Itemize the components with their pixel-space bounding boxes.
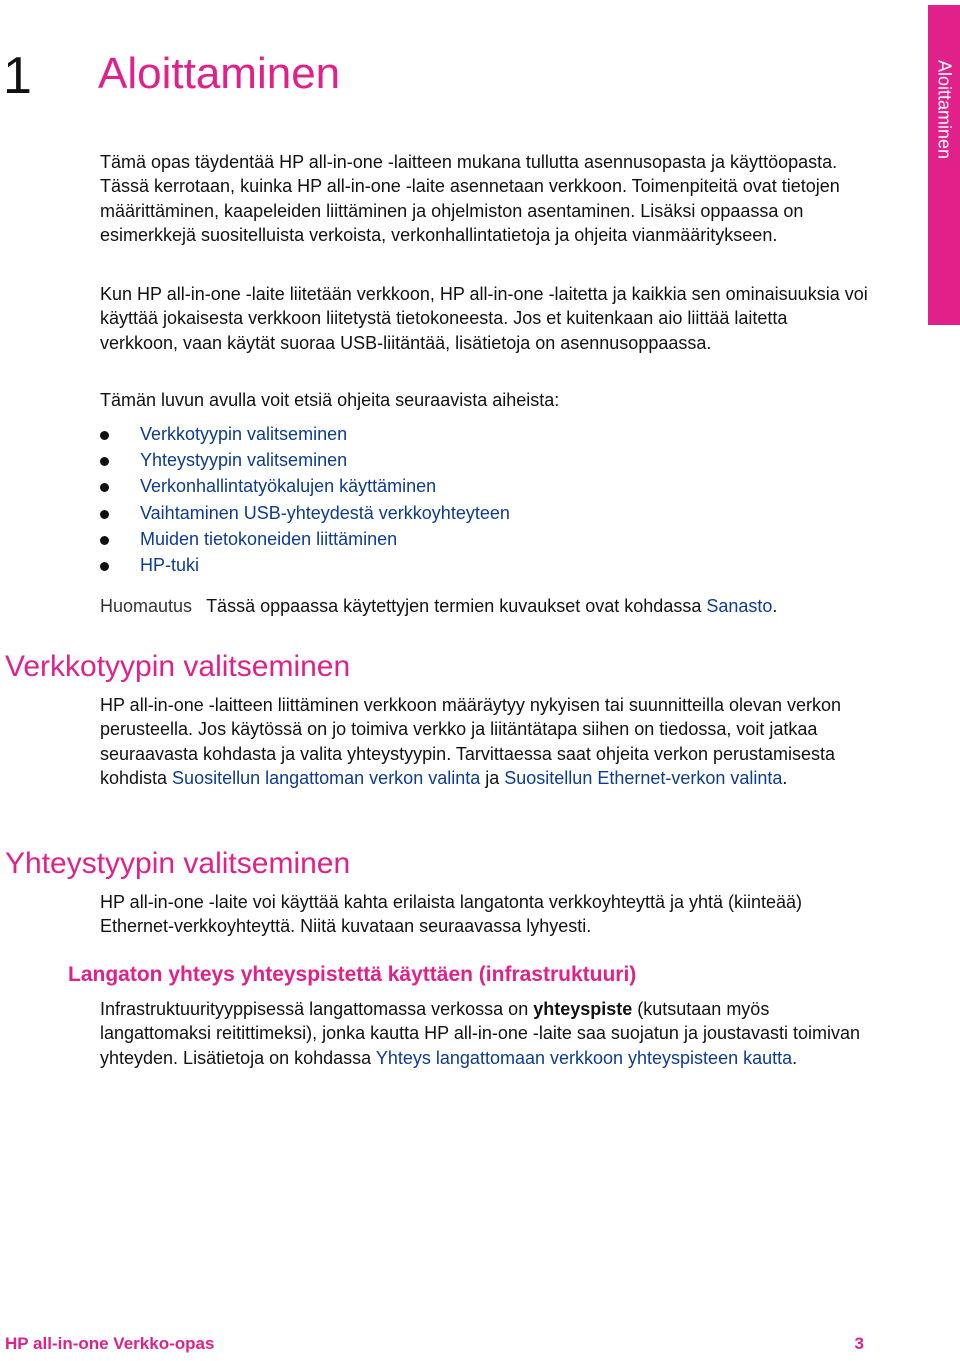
ethernet-network-link[interactable]: Suositellun Ethernet-verkon valinta xyxy=(504,768,783,789)
list-item[interactable] xyxy=(100,501,510,527)
section1-paragraph: HP all-in-one -laitteen liittäminen verkkoon määräytyy nykyisen tai suunnitteilla olevan verkon perusteella. Jos käytössä on jo toimiva verkko ja liitäntätapa siihen on tiedossa, voit jatkaa seuraavasta kohdasta ja valita yhteystyypin. Tarvittaessa saat ohjeita verkon perustamisesta kohdista Suositellun langattoman verkon valinta ja Suositellun Ethernet-verkon valinta. xyxy=(100,695,842,789)
page-number: 3 xyxy=(854,1334,864,1353)
list-item[interactable] xyxy=(100,448,510,474)
topic-link[interactable]: Verkkotyypin valitseminen xyxy=(140,424,348,444)
note-label: Huomautus xyxy=(100,596,193,616)
subsection-heading: Langaton yhteys yhteyspistettä käyttäen (infrastruktuuri) xyxy=(68,963,637,986)
section-heading-connection-type: Yhteystyypin valitseminen xyxy=(5,847,351,880)
list-item[interactable] xyxy=(100,553,510,579)
chapter-title: Aloittaminen xyxy=(98,49,341,98)
access-point-link[interactable]: Yhteys langattomaan verkkoon yhteyspisteen kautta xyxy=(375,1047,793,1068)
note-text: Tässä oppaassa käytettyjen termien kuvaukset ovat kohdassa xyxy=(206,596,707,616)
side-tab xyxy=(928,5,960,325)
section2-paragraph: HP all-in-one -laite voi käyttää kahta erilaista langatonta verkkoyhteyttä ja yhtä (kiinteää) Ethernet-verkkoyhteyttä. Niitä kuvataan seuraavassa lyhyesti. xyxy=(100,892,803,937)
note-end: . xyxy=(772,596,778,616)
list-item[interactable] xyxy=(100,527,510,553)
list-item[interactable] xyxy=(100,422,510,448)
chapter-number: 1 xyxy=(3,47,32,105)
glossary-link[interactable]: Sanasto xyxy=(706,596,773,616)
bold-term: yhteyspiste xyxy=(533,999,633,1019)
list-item[interactable] xyxy=(100,474,510,500)
topic-link[interactable]: Verkonhallintatyökalujen käyttäminen xyxy=(140,476,437,497)
wireless-network-link[interactable]: Suositellun langattoman verkon valinta xyxy=(172,768,481,789)
subsection-paragraph: Infrastruktuurityyppisessä langattomassa verkossa on yhteyspiste (kutsutaan myös langattomaksi reitittimeksi), jonka kautta HP all-in-one -laite saa suojatun ja joustavasti toimivan yhteyden. Lisätietoja on kohdassa Yhteys langattomaan verkkoon yhteyspisteen kautta. xyxy=(100,999,861,1068)
footer-title: HP all-in-one Verkko-opas xyxy=(5,1334,215,1353)
topic-link[interactable]: Vaihtaminen USB-yhteydestä verkkoyhteyteen xyxy=(140,502,510,523)
topic-list xyxy=(100,422,510,579)
topic-link[interactable]: Muiden tietokoneiden liittäminen xyxy=(140,528,398,549)
note xyxy=(100,594,777,618)
side-tab-label: Aloittaminen xyxy=(934,60,955,160)
intro-paragraph-2: Kun HP all-in-one -laite liitetään verkkoon, HP all-in-one -laitetta ja kaikkia sen ominaisuuksia voi käyttää jokaisesta verkkoon liitetystä tietokoneesta. Jos et kuitenkaan aio liittää laitetta verkkoon, vaan käytät suoraa USB-liitäntää, lisätietoja on asennusoppaassa. xyxy=(100,284,868,353)
section-heading-network-type: Verkkotyypin valitseminen xyxy=(5,650,351,683)
topic-link[interactable]: Yhteystyypin valitseminen xyxy=(140,450,348,471)
intro-paragraph-1: Tämä opas täydentää HP all-in-one -laitteen mukana tullutta asennusopasta ja käyttöopasta. Tässä kerrotaan, kuinka HP all-in-one -laite asennetaan verkkoon. Toimenpiteitä ovat tietojen määrittäminen, kaapeleiden liittäminen ja ohjelmiston asentaminen. Lisäksi oppaassa on esimerkkejä suositelluista verkoista, verkonhallintatietoja ja ohjeita vianmääritykseen. xyxy=(100,152,840,246)
topic-link[interactable]: HP-tuki xyxy=(140,554,200,575)
intro-paragraph-3: Tämän luvun avulla voit etsiä ohjeita seuraavista aiheista: xyxy=(100,390,560,410)
